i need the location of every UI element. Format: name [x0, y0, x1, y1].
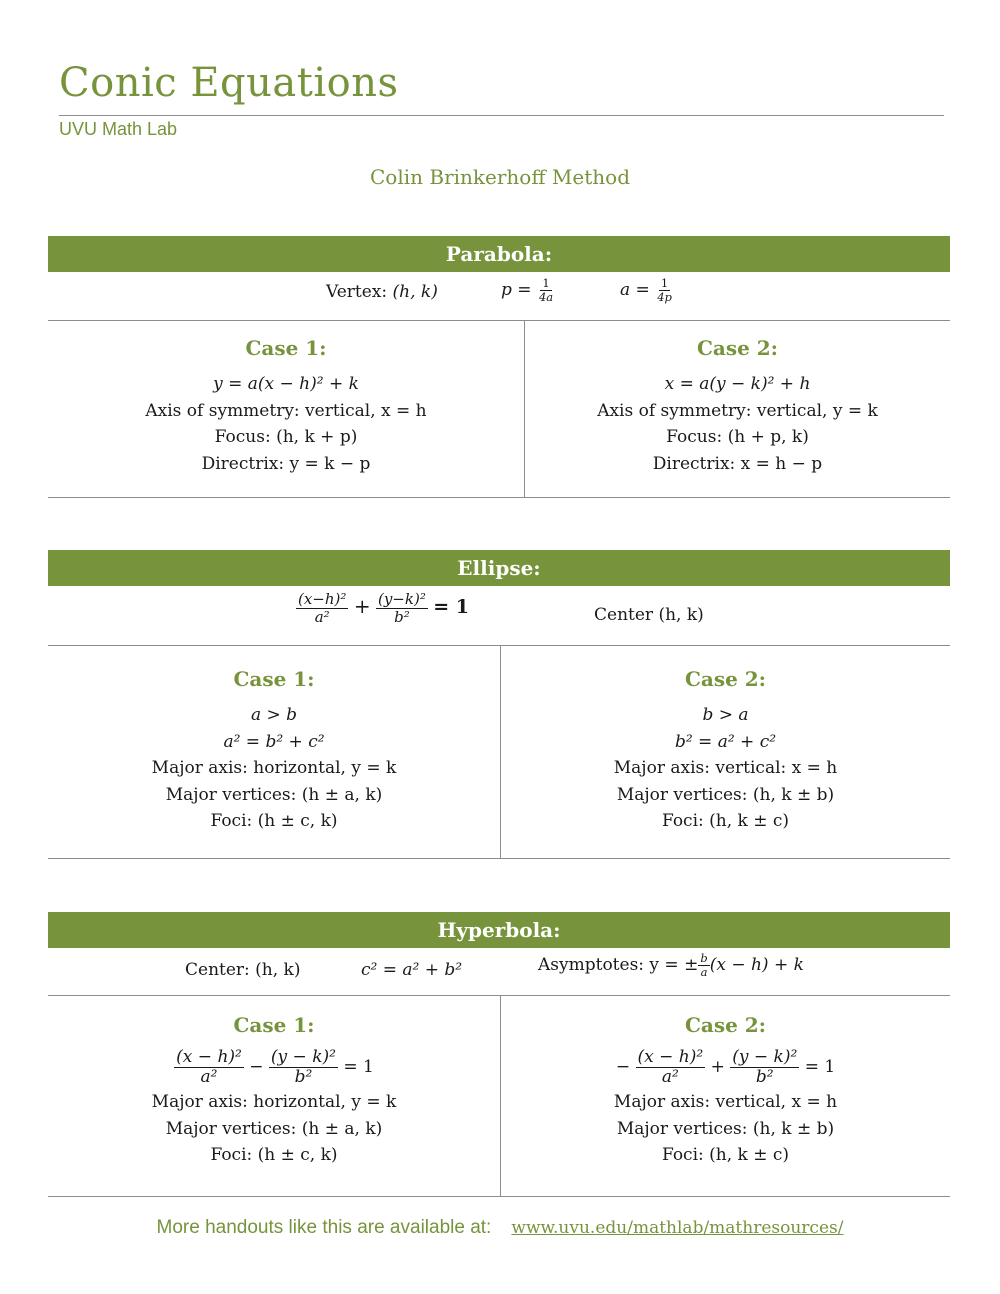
parabola-a-formula: [620, 277, 674, 304]
footer-text: More handouts like this are available at:: [156, 1217, 492, 1238]
numerator: (y − k)²: [732, 1047, 798, 1067]
equation-term-1: [636, 1048, 706, 1087]
equation-rhs: = 1: [804, 1057, 836, 1078]
method-author: Colin Brinkerhoff Method: [370, 165, 630, 189]
case-foci: Foci: (h, k ± c): [661, 811, 790, 831]
ellipse-section: [48, 550, 950, 859]
equation-term-2: [730, 1048, 799, 1087]
parabola-vertex: [326, 282, 438, 302]
case-relation: b² = a² + c²: [674, 731, 777, 752]
denominator: a²: [200, 1066, 218, 1087]
numerator: (y−k)²: [377, 590, 426, 608]
parabola-case-1: [48, 321, 524, 497]
case-title: Case 2:: [684, 1013, 767, 1037]
hyperbola-center: Center: (h, k): [185, 960, 301, 980]
operator: −: [249, 1057, 264, 1078]
a-lhs: a =: [620, 279, 650, 300]
a-fraction: [655, 277, 674, 304]
ellipse-center: Center (h, k): [594, 605, 704, 625]
case-condition: a > b: [250, 705, 298, 725]
hyperbola-relation: c² = a² + b²: [361, 960, 463, 980]
operator: +: [710, 1057, 725, 1078]
p-fraction: [537, 277, 555, 304]
ellipse-term-1: [296, 591, 348, 626]
denominator: b²: [294, 1066, 313, 1087]
p-denominator: 4a: [538, 289, 554, 304]
hyperbola-case-2: [500, 996, 950, 1196]
ellipse-cases: [48, 646, 950, 859]
case-relation: a² = b² + c²: [223, 731, 325, 752]
case-foci: Foci: (h ± c, k): [210, 811, 338, 831]
leading-minus: −: [615, 1057, 631, 1078]
case-major-axis: Major axis: horizontal, y = k: [151, 1092, 397, 1113]
case-directrix: Directrix: y = k − p: [201, 453, 371, 474]
numerator: (x − h)²: [176, 1047, 242, 1067]
case-equation: [501, 1048, 950, 1087]
denominator: a²: [661, 1066, 679, 1087]
asymptotes-rest: (x − h) + k: [709, 954, 804, 975]
hyperbola-heading: Hyperbola:: [48, 912, 950, 948]
case-focus: Focus: (h, k + p): [214, 427, 358, 447]
p-lhs: p =: [501, 279, 532, 300]
case-title: Case 1:: [233, 667, 315, 691]
hyperbola-section: [48, 912, 950, 1197]
hyperbola-case-1: [48, 996, 500, 1196]
asymptotes-label: Asymptotes: y = ±: [538, 954, 699, 975]
case-equation: x = a(y − k)² + h: [664, 374, 811, 394]
case-major-axis: Major axis: vertical: x = h: [613, 758, 838, 778]
case-vertices: Major vertices: (h ± a, k): [165, 1118, 383, 1139]
parabola-cases: [48, 321, 950, 498]
case-foci: Foci: (h, k ± c): [661, 1145, 790, 1166]
case-title: Case 2:: [684, 667, 767, 691]
case-vertices: Major vertices: (h, k ± b): [616, 1118, 835, 1139]
case-focus: Focus: (h + p, k): [666, 427, 809, 447]
ellipse-term-2: [376, 591, 428, 626]
parabola-info-row: [48, 272, 950, 321]
plus-sign: +: [353, 593, 371, 618]
denominator: a: [700, 964, 708, 979]
equation-rhs: = 1: [433, 595, 470, 618]
numerator: (x−h)²: [298, 590, 347, 608]
ellipse-heading: Ellipse:: [48, 550, 950, 586]
case-major-axis: Major axis: vertical, x = h: [613, 1092, 838, 1113]
denominator: a²: [314, 607, 330, 626]
numerator: (y − k)²: [270, 1047, 336, 1067]
ellipse-info-row: [48, 586, 950, 646]
case-directrix: Directrix: x = h − p: [652, 453, 823, 474]
document-subtitle: UVU Math Lab: [59, 119, 178, 139]
vertex-label: Vertex:: [326, 282, 388, 302]
denominator: b²: [394, 607, 410, 626]
footer: [0, 1216, 1000, 1239]
ellipse-case-2: [500, 646, 950, 858]
case-equation: [48, 1048, 500, 1087]
case-vertices: Major vertices: (h ± a, k): [165, 784, 383, 805]
ellipse-case-1: [48, 646, 500, 858]
case-title: Case 2:: [696, 336, 779, 360]
case-title: Case 1:: [233, 1013, 315, 1037]
case-axis: Axis of symmetry: vertical, x = h: [145, 400, 427, 421]
parabola-case-2: [524, 321, 950, 497]
equation-rhs: = 1: [343, 1057, 374, 1078]
parabola-heading: Parabola:: [48, 236, 950, 272]
case-vertices: Major vertices: (h, k ± b): [616, 784, 835, 805]
parabola-p-formula: [501, 277, 555, 304]
case-condition: b > a: [702, 705, 749, 725]
a-denominator: 4p: [657, 289, 672, 304]
equation-term-1: [174, 1048, 244, 1087]
parabola-section: [48, 236, 950, 498]
resources-link[interactable]: www.uvu.edu/mathlab/mathresources/: [511, 1218, 844, 1238]
a-numerator: 1: [660, 276, 669, 290]
equation-term-2: [269, 1048, 338, 1087]
document-title: Conic Equations: [59, 60, 399, 106]
case-equation: y = a(x − h)² + k: [213, 374, 359, 394]
hyperbola-cases: [48, 996, 950, 1197]
case-title: Case 1:: [245, 336, 327, 360]
hyperbola-info-row: [48, 948, 950, 996]
case-axis: Axis of symmetry: vertical, y = k: [597, 400, 878, 421]
numerator: (x − h)²: [637, 1047, 704, 1067]
asymptote-slope: [698, 952, 709, 979]
denominator: b²: [755, 1066, 774, 1087]
case-foci: Foci: (h ± c, k): [210, 1145, 338, 1166]
ellipse-standard-equation: [296, 591, 469, 626]
vertex-value: (h, k): [392, 282, 438, 302]
case-major-axis: Major axis: horizontal, y = k: [151, 758, 397, 778]
title-divider: [59, 115, 944, 116]
numerator: b: [700, 951, 708, 965]
p-numerator: 1: [542, 276, 550, 290]
hyperbola-asymptotes: [538, 952, 804, 979]
